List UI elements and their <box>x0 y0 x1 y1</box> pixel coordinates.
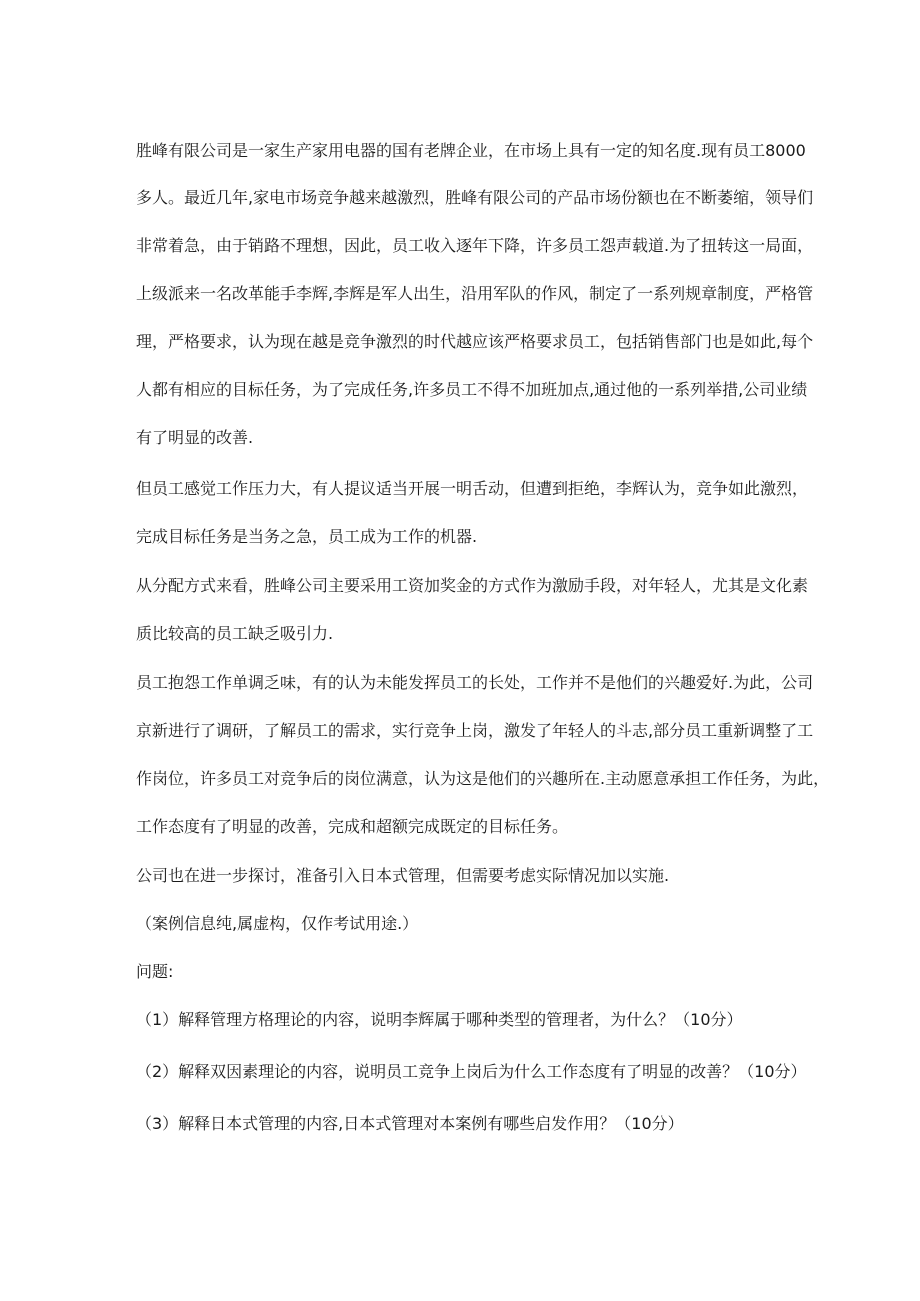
questions-heading: 问题: <box>136 962 174 981</box>
paragraph-3-line-2: 质比较高的员工缺乏吸引力. <box>136 624 334 643</box>
question-1: （1）解释管理方格理论的内容，说明李辉属于哪种类型的管理者，为什么？（10分） <box>136 1010 743 1029</box>
paragraph-2-line-1: 但员工感觉工作压力大，有人提议适当开展一明舌动，但遭到拒绝，李辉认为，竞争如此激烈， <box>136 479 809 498</box>
paragraph-4-line-1: 员工抱怨工作单调乏味，有的认为未能发挥员工的长处，工作并不是他们的兴趣爱好.为此，公司 <box>136 673 814 692</box>
paragraph-1-line-3: 非常着急，由于销路不理想，因此，员工收入逐年下降，许多员工怨声载道.为了扭转这一局面， <box>136 236 814 255</box>
paragraph-1-line-7: 有了明显的改善. <box>136 428 254 447</box>
question-3: （3）解释日本式管理的内容,日本式管理对本案例有哪些启发作用？（10分） <box>136 1114 684 1133</box>
paragraph-2-line-2: 完成目标任务是当务之急，员工成为工作的机器. <box>136 527 478 546</box>
paragraph-4-line-2: 京新进行了调研，了解员工的需求，实行竞争上岗，激发了年轻人的斗志,部分员工重新调整了工 <box>136 721 814 740</box>
paragraph-4-line-4: 工作态度有了明显的改善，完成和超额完成既定的目标任务。 <box>136 817 569 836</box>
disclaimer-line: （案例信息纯,属虚构，仅作考试用途.） <box>136 914 419 933</box>
paragraph-1-line-4: 上级派来一名改革能手李辉,李辉是军人出生，沿用军队的作风，制定了一系列规章制度，严格管 <box>136 284 814 303</box>
paragraph-5-line-1: 公司也在进一步探讨，准备引入日本式管理，但需要考虑实际情况加以实施. <box>136 866 670 885</box>
paragraph-1-line-5: 理，严格要求，认为现在越是竞争激烈的时代越应该严格要求员工，包括销售部门也是如此,每个 <box>136 332 814 351</box>
paragraph-1-line-2: 多人。最近几年,家电市场竞争越来越激烈，胜峰有限公司的产品市场份额也在不断萎缩，领导们 <box>136 188 814 207</box>
paragraph-4-line-3: 作岗位，许多员工对竞争后的岗位满意，认为这是他们的兴趣所在.主动愿意承担工作任务，为此， <box>136 769 830 788</box>
paragraph-1-line-6: 人都有相应的目标任务，为了完成任务,许多员工不得不加班加点,通过他的一系列举措,公司业绩 <box>136 380 808 399</box>
paragraph-1-line-1: 胜峰有限公司是一家生产家用电器的国有老牌企业，在市场上具有一定的知名度.现有员工8000 <box>136 141 806 160</box>
paragraph-3-line-1: 从分配方式来看，胜峰公司主要采用工资加奖金的方式作为激励手段，对年轻人，尤其是文化素 <box>136 576 809 595</box>
question-2: （2）解释双因素理论的内容，说明员工竞争上岗后为什么工作态度有了明显的改善？（10分） <box>136 1062 807 1081</box>
